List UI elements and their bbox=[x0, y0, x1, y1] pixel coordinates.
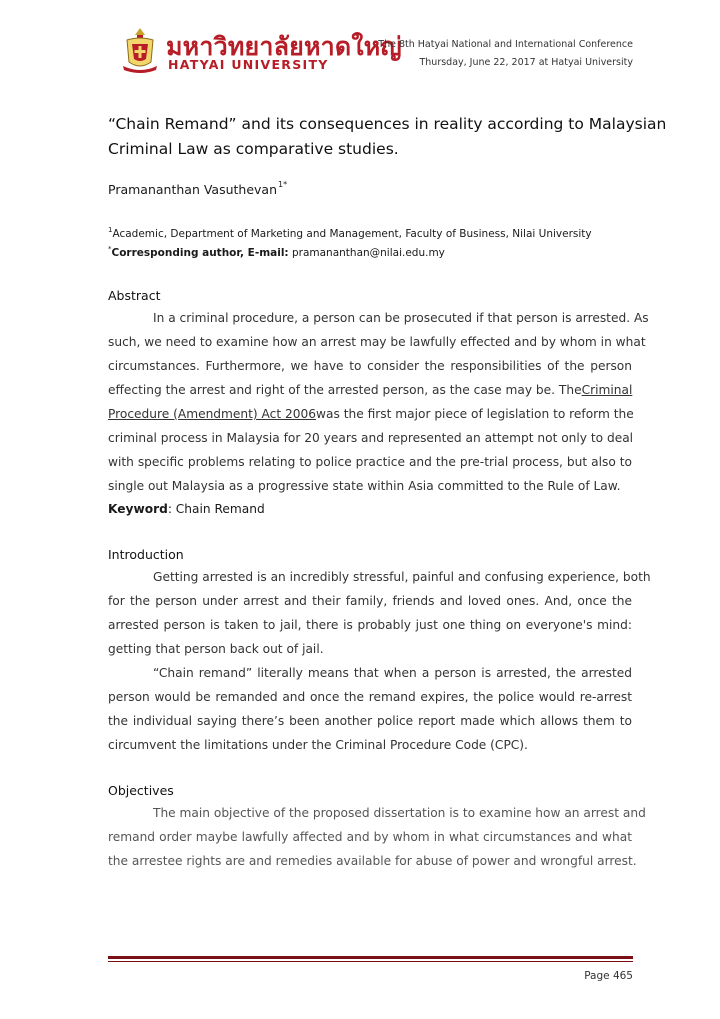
keyword-value: : Chain Remand bbox=[167, 502, 265, 516]
act-link-part2[interactable]: Procedure (Amendment) Act 2006 bbox=[108, 407, 317, 421]
affiliation-mark: 1 bbox=[108, 226, 113, 234]
author-name-text: Pramananthan Vasuthevan bbox=[108, 182, 278, 197]
introduction-line: getting that person back out of jail. bbox=[108, 642, 324, 656]
author-name bbox=[108, 180, 287, 197]
conference-name: The 8th Hatyai National and International Conference bbox=[378, 39, 633, 50]
author-superscript: 1* bbox=[278, 180, 288, 189]
objectives-heading: Objectives bbox=[108, 783, 174, 798]
abstract-heading: Abstract bbox=[108, 288, 161, 303]
university-name-english: HATYAI UNIVERSITY bbox=[168, 57, 329, 72]
abstract-line: criminal process in Malaysia for 20 years and represented an attempt not only to deal bbox=[108, 431, 634, 445]
affiliation-text: Academic, Department of Marketing and Management, Faculty of Business, Nilai University bbox=[112, 228, 592, 240]
corresponding-mark: * bbox=[108, 245, 112, 253]
paper-title-line-1: “Chain Remand” and its consequences in reality according to Malaysian bbox=[108, 115, 667, 133]
university-name-thai: มหาวิทยาลัยหาดใหญ่ bbox=[166, 32, 402, 61]
abstract-line: was the first major piece of legislation to reform the bbox=[316, 407, 634, 421]
corresponding-author bbox=[108, 245, 445, 259]
corresponding-label: Corresponding author, E-mail: bbox=[111, 247, 289, 259]
page-number: Page 465 bbox=[584, 970, 633, 982]
introduction-line: “Chain remand” literally means that when a person is arrested, the arrested bbox=[153, 666, 632, 680]
corresponding-email[interactable]: pramananthan@nilai.edu.my bbox=[291, 247, 445, 259]
conference-date: Thursday, June 22, 2017 at Hatyai University bbox=[419, 57, 633, 68]
paper-title-line-2: Criminal Law as comparative studies. bbox=[108, 140, 399, 158]
introduction-line: Getting arrested is an incredibly stressful, painful and confusing experience, both bbox=[153, 570, 651, 584]
introduction-line: the individual saying there’s been another police report made which allows them to bbox=[108, 714, 632, 728]
introduction-line: arrested person is taken to jail, there is probably just one thing on everyone's mind: bbox=[108, 618, 632, 632]
keyword-label: Keyword bbox=[108, 502, 168, 516]
abstract-line: single out Malaysia as a progressive state within Asia committed to the Rule of Law. bbox=[108, 479, 621, 493]
abstract-line-with-link bbox=[108, 407, 632, 421]
abstract-line: In a criminal procedure, a person can be prosecuted if that person is arrested. As bbox=[153, 311, 649, 325]
introduction-line: circumvent the limitations under the Criminal Procedure Code (CPC). bbox=[108, 738, 528, 752]
introduction-line: for the person under arrest and their family, friends and loved ones. And, once the bbox=[108, 594, 632, 608]
act-link-part1[interactable]: Criminal bbox=[581, 383, 633, 397]
keyword-line bbox=[108, 502, 632, 516]
introduction-line: person would be remanded and once the remand expires, the police would re-arrest bbox=[108, 690, 632, 704]
objectives-line: the arrestee rights are and remedies available for abuse of power and wrongful arrest. bbox=[108, 854, 637, 868]
introduction-heading: Introduction bbox=[108, 547, 184, 562]
university-crest-icon bbox=[120, 26, 160, 74]
abstract-line: with specific problems relating to police practice and the pre-trial process, but also to bbox=[108, 455, 632, 469]
abstract-line: circumstances. Furthermore, we have to consider the responsibilities of the person bbox=[108, 359, 632, 373]
affiliation bbox=[108, 226, 592, 240]
footer-rule bbox=[108, 956, 633, 959]
objectives-line: remand order maybe lawfully affected and by whom in what circumstances and what bbox=[108, 830, 632, 844]
objectives-line: The main objective of the proposed dissertation is to examine how an arrest and bbox=[153, 806, 646, 820]
abstract-line: such, we need to examine how an arrest may be lawfully effected and by whom in what bbox=[108, 335, 646, 349]
abstract-line: effecting the arrest and right of the arrested person, as the case may be. The bbox=[108, 383, 582, 397]
abstract-line-with-link bbox=[108, 383, 632, 397]
footer-rule-thin bbox=[108, 961, 633, 962]
